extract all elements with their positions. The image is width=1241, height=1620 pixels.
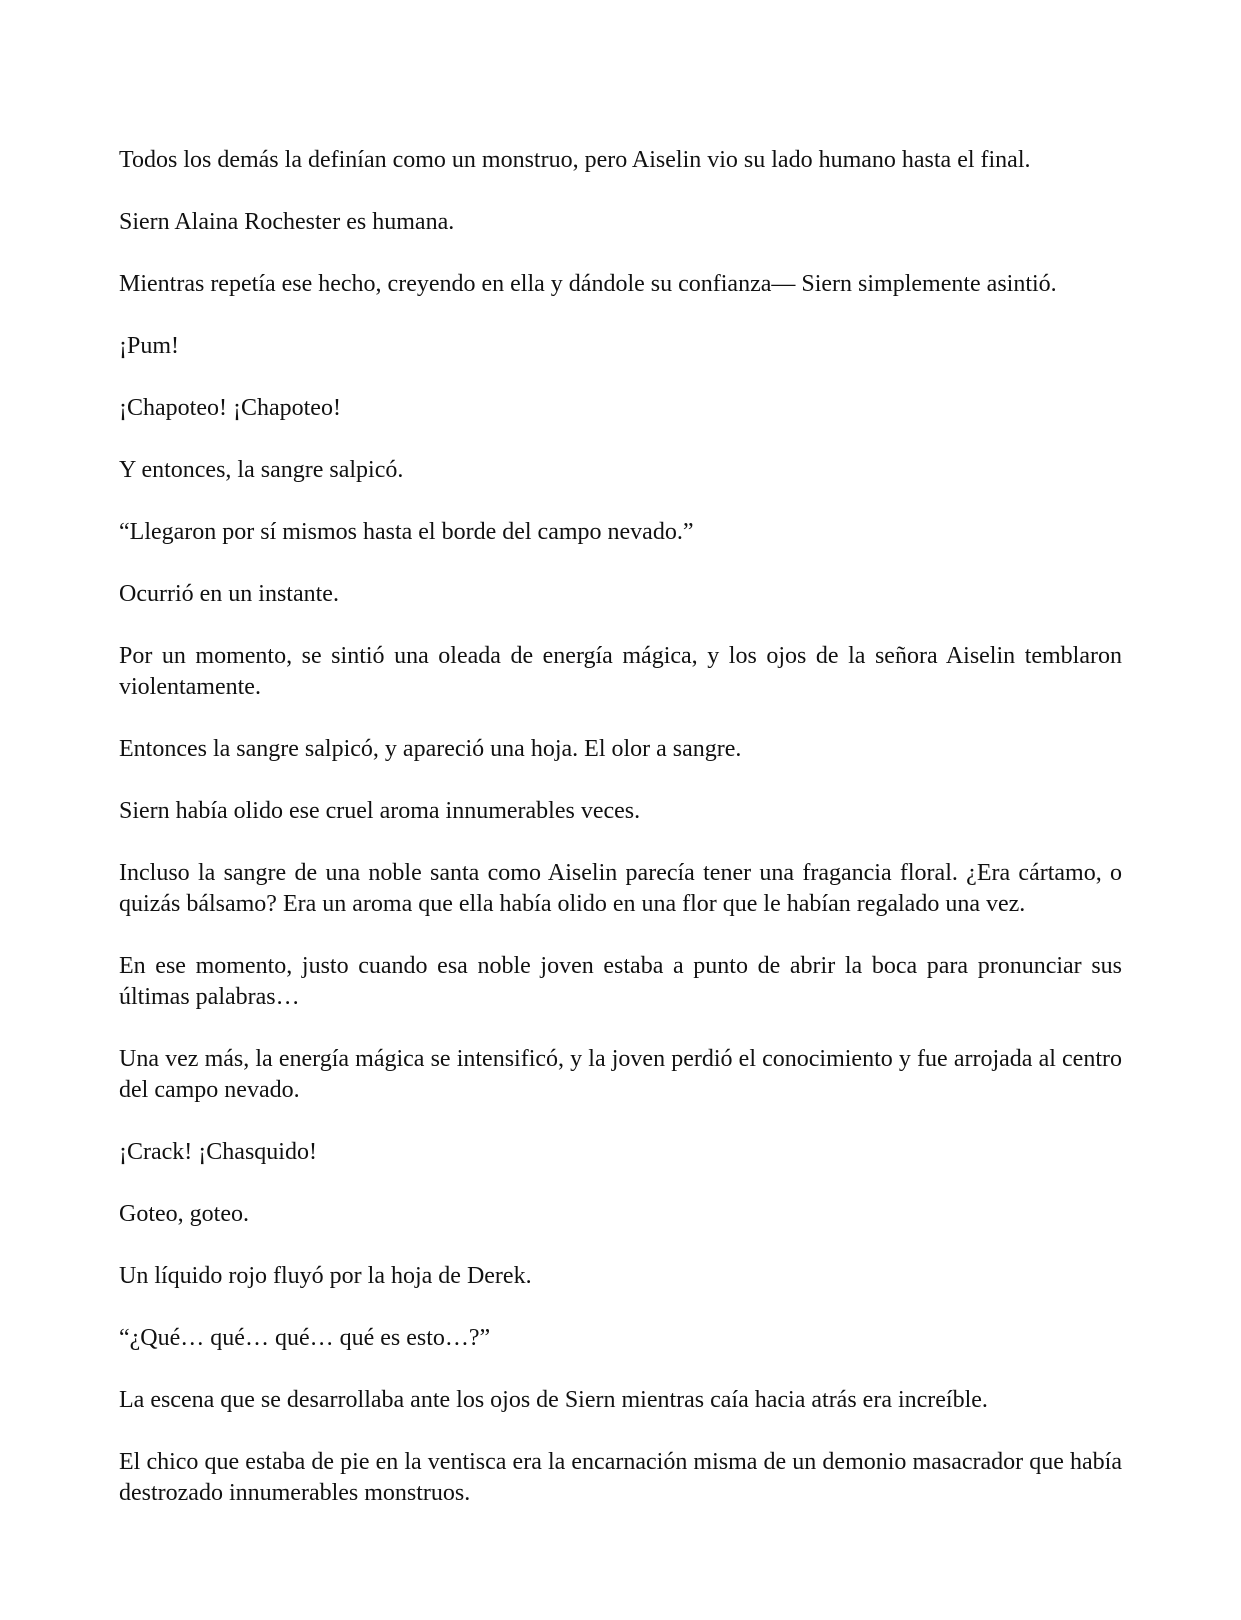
paragraph: Siern Alaina Rochester es humana.: [119, 209, 455, 235]
document-body: [119, 145, 1122, 1509]
paragraph: Ocurrió en un instante.: [119, 581, 339, 607]
paragraph: En ese momento, justo cuando esa noble joven estaba a punto de abrir la boca para pronunciar sus últimas palabras…: [119, 953, 1122, 1010]
paragraph: Por un momento, se sintió una oleada de energía mágica, y los ojos de la señora Aiselin temblaron violentamente.: [119, 643, 1122, 700]
paragraph: Goteo, goteo.: [119, 1201, 249, 1227]
paragraph: Incluso la sangre de una noble santa como Aiselin parecía tener una fragancia floral. ¿Era cártamo, o quizás bálsamo? Era un aroma que ella había olido en una flor que le habían regalado una vez.: [119, 860, 1122, 917]
paragraph: Todos los demás la definían como un monstruo, pero Aiselin vio su lado humano hasta el final.: [119, 147, 1031, 173]
paragraph: La escena que se desarrollaba ante los ojos de Siern mientras caía hacia atrás era increíble.: [119, 1387, 988, 1413]
paragraph: Y entonces, la sangre salpicó.: [119, 457, 404, 483]
paragraph: “¿Qué… qué… qué… qué es esto…?”: [119, 1325, 491, 1351]
paragraph: “Llegaron por sí mismos hasta el borde del campo nevado.”: [119, 519, 694, 545]
paragraph: El chico que estaba de pie en la ventisca era la encarnación misma de un demonio masacrador que había destrozado innumerables monstruos.: [119, 1449, 1122, 1506]
paragraph: Mientras repetía ese hecho, creyendo en ella y dándole su confianza— Siern simplemente asintió.: [119, 271, 1057, 297]
paragraph: Entonces la sangre salpicó, y apareció una hoja. El olor a sangre.: [119, 736, 742, 762]
paragraph: Siern había olido ese cruel aroma innumerables veces.: [119, 798, 641, 824]
paragraph: Un líquido rojo fluyó por la hoja de Derek.: [119, 1263, 532, 1289]
paragraph: ¡Crack! ¡Chasquido!: [119, 1139, 317, 1165]
paragraph: Una vez más, la energía mágica se intensificó, y la joven perdió el conocimiento y fue arrojada al centro del campo nevado.: [119, 1046, 1122, 1103]
paragraph: ¡Pum!: [119, 333, 179, 359]
paragraph: ¡Chapoteo! ¡Chapoteo!: [119, 395, 341, 421]
